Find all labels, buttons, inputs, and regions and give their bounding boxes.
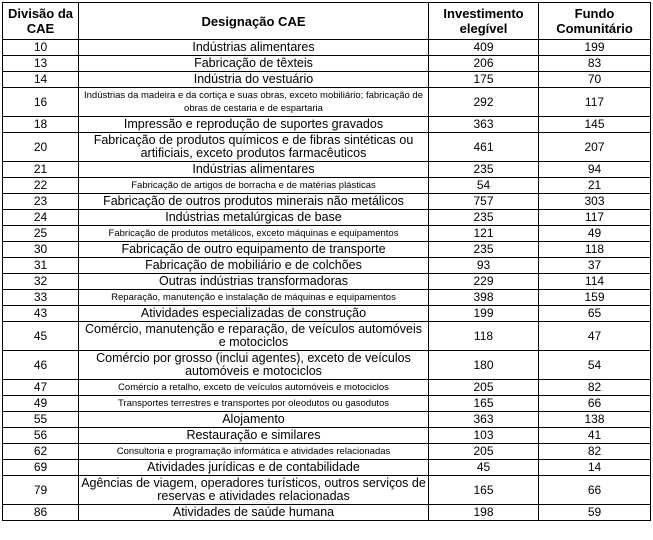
cell-investimento: 206 bbox=[429, 56, 539, 72]
cell-investimento: 398 bbox=[429, 290, 539, 306]
cell-code: 22 bbox=[3, 178, 79, 194]
cell-fundo: 138 bbox=[539, 412, 651, 428]
cell-designacao: Alojamento bbox=[79, 412, 429, 428]
cell-designacao: Outras indústrias transformadoras bbox=[79, 274, 429, 290]
cell-designacao: Indústrias metalúrgicas de base bbox=[79, 210, 429, 226]
cell-investimento: 363 bbox=[429, 117, 539, 133]
cell-investimento: 229 bbox=[429, 274, 539, 290]
cell-designacao: Transportes terrestres e transportes por oleodutos ou gasodutos bbox=[79, 396, 429, 412]
table-row bbox=[3, 178, 651, 194]
cell-investimento: 45 bbox=[429, 460, 539, 476]
cell-investimento: 198 bbox=[429, 505, 539, 521]
cell-fundo: 82 bbox=[539, 380, 651, 396]
cell-fundo: 145 bbox=[539, 117, 651, 133]
table-row bbox=[3, 274, 651, 290]
cell-designacao: Indústrias alimentares bbox=[79, 40, 429, 56]
cell-designacao: Impressão e reprodução de suportes gravados bbox=[79, 117, 429, 133]
table-row bbox=[3, 505, 651, 521]
cell-code: 55 bbox=[3, 412, 79, 428]
table-row bbox=[3, 380, 651, 396]
cell-fundo: 82 bbox=[539, 444, 651, 460]
cell-investimento: 175 bbox=[429, 72, 539, 88]
table-row bbox=[3, 460, 651, 476]
cell-investimento: 757 bbox=[429, 194, 539, 210]
cell-code: 21 bbox=[3, 162, 79, 178]
header-row bbox=[3, 3, 651, 40]
cell-designacao: Fabricação de produtos metálicos, exceto máquinas e equipamentos bbox=[79, 226, 429, 242]
cell-designacao: Consultoria e programação informática e atividades relacionadas bbox=[79, 444, 429, 460]
cell-code: 20 bbox=[3, 133, 79, 162]
table-row bbox=[3, 258, 651, 274]
cell-investimento: 93 bbox=[429, 258, 539, 274]
cell-investimento: 292 bbox=[429, 88, 539, 117]
cell-fundo: 65 bbox=[539, 306, 651, 322]
cell-code: 14 bbox=[3, 72, 79, 88]
cell-fundo: 118 bbox=[539, 242, 651, 258]
table-row bbox=[3, 428, 651, 444]
cell-fundo: 66 bbox=[539, 396, 651, 412]
cell-code: 25 bbox=[3, 226, 79, 242]
cell-designacao: Comércio a retalho, exceto de veículos automóveis e motociclos bbox=[79, 380, 429, 396]
cell-fundo: 303 bbox=[539, 194, 651, 210]
cell-fundo: 114 bbox=[539, 274, 651, 290]
cell-designacao: Comércio, manutenção e reparação, de veículos automóveis e motociclos bbox=[79, 322, 429, 351]
table-row bbox=[3, 162, 651, 178]
table-row bbox=[3, 444, 651, 460]
cell-investimento: 409 bbox=[429, 40, 539, 56]
cell-code: 30 bbox=[3, 242, 79, 258]
cae-table bbox=[2, 2, 651, 521]
cell-code: 16 bbox=[3, 88, 79, 117]
table-row bbox=[3, 88, 651, 117]
cell-code: 18 bbox=[3, 117, 79, 133]
table-row bbox=[3, 226, 651, 242]
cell-investimento: 235 bbox=[429, 242, 539, 258]
cell-code: 69 bbox=[3, 460, 79, 476]
table-row bbox=[3, 210, 651, 226]
cell-designacao: Atividades de saúde humana bbox=[79, 505, 429, 521]
table-row bbox=[3, 322, 651, 351]
cell-designacao: Indústrias alimentares bbox=[79, 162, 429, 178]
cell-fundo: 49 bbox=[539, 226, 651, 242]
cell-investimento: 103 bbox=[429, 428, 539, 444]
cell-investimento: 165 bbox=[429, 476, 539, 505]
table-row bbox=[3, 194, 651, 210]
cell-fundo: 41 bbox=[539, 428, 651, 444]
cell-code: 62 bbox=[3, 444, 79, 460]
cell-fundo: 66 bbox=[539, 476, 651, 505]
cell-fundo: 94 bbox=[539, 162, 651, 178]
cell-fundo: 37 bbox=[539, 258, 651, 274]
cell-fundo: 83 bbox=[539, 56, 651, 72]
cell-designacao: Comércio por grosso (inclui agentes), exceto de veículos automóveis e motociclos bbox=[79, 351, 429, 380]
cell-designacao: Indústria do vestuário bbox=[79, 72, 429, 88]
cell-code: 56 bbox=[3, 428, 79, 444]
table-row bbox=[3, 242, 651, 258]
cell-designacao: Restauração e similares bbox=[79, 428, 429, 444]
cell-code: 31 bbox=[3, 258, 79, 274]
table-row bbox=[3, 40, 651, 56]
cell-designacao: Atividades jurídicas e de contabilidade bbox=[79, 460, 429, 476]
cell-investimento: 54 bbox=[429, 178, 539, 194]
cell-investimento: 461 bbox=[429, 133, 539, 162]
cell-fundo: 159 bbox=[539, 290, 651, 306]
cell-code: 13 bbox=[3, 56, 79, 72]
cell-code: 32 bbox=[3, 274, 79, 290]
cell-designacao: Fabricação de outro equipamento de transporte bbox=[79, 242, 429, 258]
cell-code: 49 bbox=[3, 396, 79, 412]
cell-fundo: 21 bbox=[539, 178, 651, 194]
cell-code: 79 bbox=[3, 476, 79, 505]
cell-fundo: 117 bbox=[539, 88, 651, 117]
table-row bbox=[3, 351, 651, 380]
cell-designacao: Fabricação de outros produtos minerais não metálicos bbox=[79, 194, 429, 210]
cell-fundo: 59 bbox=[539, 505, 651, 521]
table-row bbox=[3, 133, 651, 162]
cell-fundo: 207 bbox=[539, 133, 651, 162]
cell-investimento: 363 bbox=[429, 412, 539, 428]
header-investimento: Investimento elegível bbox=[429, 3, 539, 40]
cell-investimento: 235 bbox=[429, 162, 539, 178]
cell-investimento: 205 bbox=[429, 380, 539, 396]
cell-fundo: 70 bbox=[539, 72, 651, 88]
table-row bbox=[3, 72, 651, 88]
cell-code: 47 bbox=[3, 380, 79, 396]
cell-code: 24 bbox=[3, 210, 79, 226]
cell-fundo: 117 bbox=[539, 210, 651, 226]
cell-code: 23 bbox=[3, 194, 79, 210]
cell-designacao: Fabricação de têxteis bbox=[79, 56, 429, 72]
cell-designacao: Reparação, manutenção e instalação de máquinas e equipamentos bbox=[79, 290, 429, 306]
table-row bbox=[3, 290, 651, 306]
cell-investimento: 205 bbox=[429, 444, 539, 460]
table-row bbox=[3, 117, 651, 133]
cell-fundo: 54 bbox=[539, 351, 651, 380]
table-row bbox=[3, 412, 651, 428]
cell-code: 43 bbox=[3, 306, 79, 322]
cell-code: 46 bbox=[3, 351, 79, 380]
cell-fundo: 14 bbox=[539, 460, 651, 476]
cell-code: 86 bbox=[3, 505, 79, 521]
cell-designacao: Atividades especializadas de construção bbox=[79, 306, 429, 322]
cell-investimento: 235 bbox=[429, 210, 539, 226]
cell-investimento: 121 bbox=[429, 226, 539, 242]
cell-designacao: Fabricação de produtos químicos e de fibras sintéticas ou artificiais, exceto produtos farmacêuticos bbox=[79, 133, 429, 162]
cell-code: 45 bbox=[3, 322, 79, 351]
cell-fundo: 47 bbox=[539, 322, 651, 351]
cell-investimento: 165 bbox=[429, 396, 539, 412]
table-row bbox=[3, 56, 651, 72]
table-body bbox=[3, 40, 651, 521]
header-divisao: Divisão da CAE bbox=[3, 3, 79, 40]
cell-code: 10 bbox=[3, 40, 79, 56]
cell-investimento: 199 bbox=[429, 306, 539, 322]
table-row bbox=[3, 306, 651, 322]
cell-code: 33 bbox=[3, 290, 79, 306]
cell-investimento: 118 bbox=[429, 322, 539, 351]
cell-investimento: 180 bbox=[429, 351, 539, 380]
table-row bbox=[3, 476, 651, 505]
cell-designacao: Agências de viagem, operadores turísticos, outros serviços de reservas e atividades relacionadas bbox=[79, 476, 429, 505]
cell-fundo: 199 bbox=[539, 40, 651, 56]
header-designacao: Designação CAE bbox=[79, 3, 429, 40]
cell-designacao: Fabricação de artigos de borracha e de matérias plásticas bbox=[79, 178, 429, 194]
cell-designacao: Indústrias da madeira e da cortiça e suas obras, exceto mobiliário; fabricação de obras de cestaria e de espartaria bbox=[79, 88, 429, 117]
table-row bbox=[3, 396, 651, 412]
cell-designacao: Fabricação de mobiliário e de colchões bbox=[79, 258, 429, 274]
header-fundo: Fundo Comunitário bbox=[539, 3, 651, 40]
